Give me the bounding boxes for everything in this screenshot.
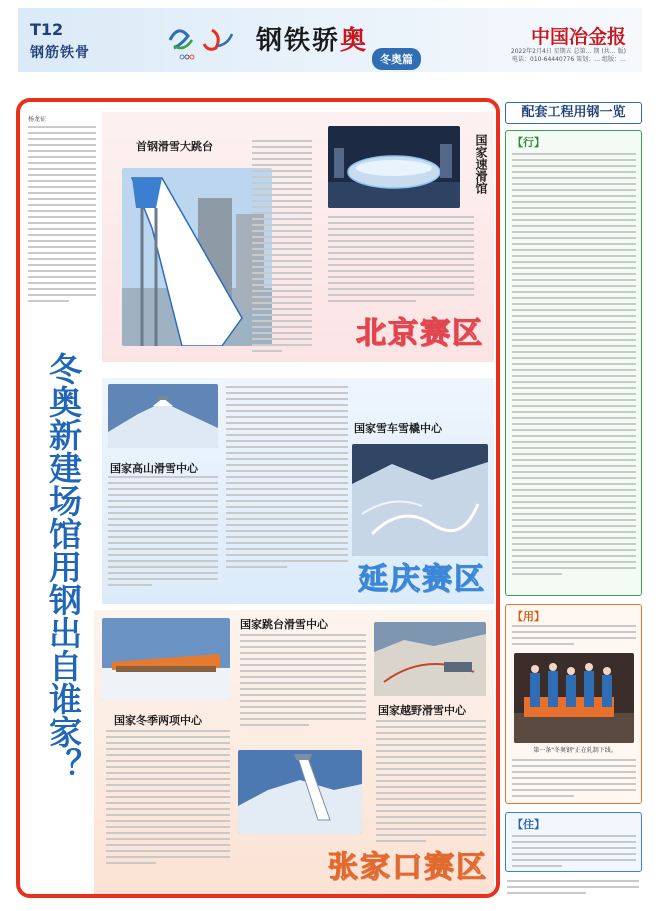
- venue-title: 国家速滑馆: [474, 134, 488, 194]
- page-number: T12: [30, 20, 64, 39]
- sidebar-box-transport: [505, 130, 642, 596]
- box-label: 【住】: [512, 818, 545, 831]
- section-name: 钢筋铁骨: [30, 45, 90, 61]
- box-label: 【用】: [512, 610, 545, 623]
- olympic-emblem-icon: [160, 18, 250, 62]
- venue-title: 国家雪车雪橇中心: [354, 422, 442, 435]
- box-label: 【行】: [512, 136, 545, 149]
- usage-text-bottom: [512, 759, 636, 801]
- headline: 冬奥新建场馆用钢出自谁家？: [44, 352, 83, 781]
- speed-skating-text: [328, 216, 474, 306]
- yanqing-zone-label: 延庆赛区: [358, 562, 486, 597]
- column-badge: 冬奥篇: [372, 48, 421, 70]
- venue-title: 国家跳台滑雪中心: [240, 618, 328, 631]
- main-feature: [16, 98, 500, 898]
- sidebar-title: 配套工程用钢一览: [505, 102, 642, 124]
- intro-author: 杨龙征: [28, 116, 47, 123]
- column-title-accent: 奥: [340, 26, 369, 56]
- housing-text: [512, 835, 636, 871]
- beijing-zone: [102, 112, 494, 362]
- sidebar-box-usage: [505, 604, 642, 804]
- masthead-info: 2022年2月4日 星期五 总第… 期 (共… 版) 电话：010-64440776 策划：… 组版：…: [510, 48, 626, 63]
- zhangjiakou-zone-label: 张家口赛区: [328, 850, 488, 885]
- big-air-text: [252, 140, 312, 356]
- sidebar: [505, 98, 642, 898]
- intro-column: [28, 114, 96, 358]
- beijing-zone-label: 北京赛区: [356, 316, 484, 351]
- ski-jump-text: [240, 634, 366, 730]
- transport-text: [512, 153, 636, 579]
- venue-title: 国家高山滑雪中心: [110, 462, 198, 475]
- ski-jump-center-photo: [238, 750, 362, 834]
- yanqing-zone: [102, 378, 494, 604]
- sliding-center-text: [226, 386, 348, 572]
- big-air-photo: [122, 168, 272, 346]
- venue-title: 国家冬季两项中心: [114, 714, 202, 727]
- venue-title: 国家越野滑雪中心: [378, 704, 466, 717]
- sidebar-box-housing: [505, 812, 642, 872]
- zhangjiakou-zone: [94, 610, 494, 894]
- intro-text: [28, 126, 96, 306]
- column-title: 钢铁骄奥: [256, 26, 369, 56]
- speed-skating-oval-photo: [328, 126, 460, 208]
- biathlon-center-photo: [102, 618, 230, 700]
- usage-text-top: [512, 625, 636, 649]
- steel-mill-photo: [514, 653, 634, 743]
- biathlon-text: [106, 730, 230, 868]
- paper-name: 中国冶金报: [530, 26, 626, 48]
- masthead: [18, 8, 642, 72]
- sliding-center-photo: [352, 444, 488, 556]
- cross-country-text: [376, 720, 486, 846]
- cross-country-center-photo: [374, 622, 486, 696]
- photo-caption: 第一条"冬奥钢"正在轧制下线。: [533, 747, 617, 754]
- sidebar-footnote: [507, 880, 639, 898]
- alpine-ski-center-photo: [108, 384, 218, 448]
- venue-title: 首钢滑雪大跳台: [136, 140, 213, 153]
- alpine-ski-text: [108, 476, 218, 590]
